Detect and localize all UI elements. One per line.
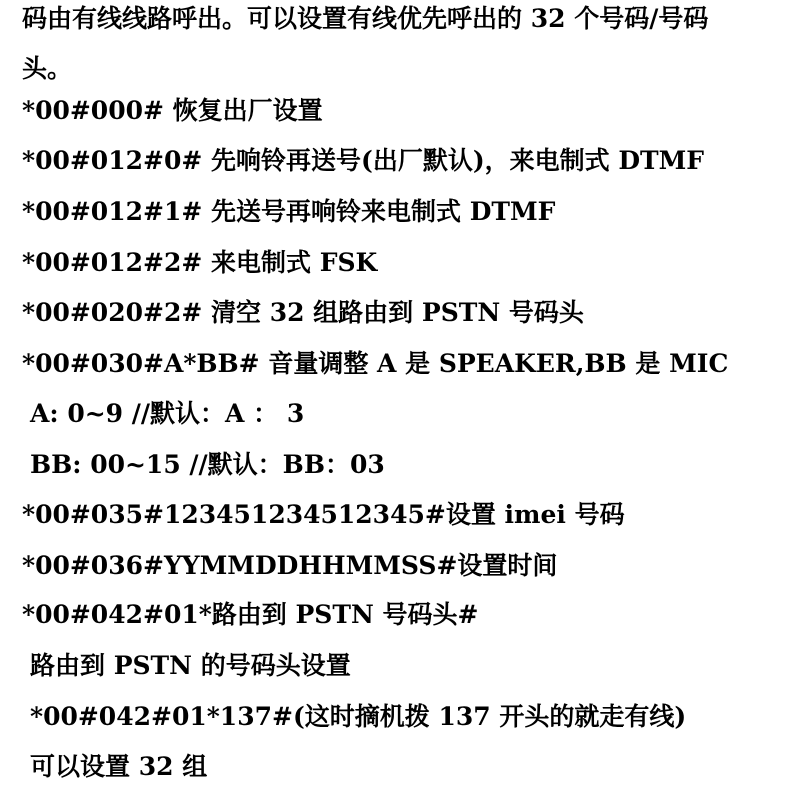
text-line-8: *00#030#A*BB# 音量调整 A 是 SPEAKER,BB 是 MIC — [22, 349, 729, 378]
text-line-16: 可以设置 32 组 — [30, 752, 208, 781]
text-line-2: 头。 — [22, 54, 73, 83]
text-line-5: *00#012#1# 先送号再响铃来电制式 DTMF — [22, 197, 556, 226]
text-line-13: *00#042#01*路由到 PSTN 号码头# — [22, 600, 479, 629]
text-line-9: A: 0~9 //默认：A ： 3 — [30, 399, 305, 428]
text-line-7: *00#020#2# 清空 32 组路由到 PSTN 号码头 — [22, 298, 584, 327]
text-line-11: *00#035#123451234512345#设置 imei 号码 — [22, 500, 625, 529]
text-line-1: 码由有线线路呼出。可以设置有线优先呼出的 32 个号码/号码 — [22, 4, 709, 33]
text-line-3: *00#000# 恢复出厂设置 — [22, 96, 323, 125]
text-line-6: *00#012#2# 来电制式 FSK — [22, 248, 378, 277]
text-line-15: *00#042#01*137#(这时摘机拨 137 开头的就走有线) — [30, 702, 687, 731]
text-line-10: BB: 00~15 //默认：BB：03 — [30, 450, 385, 479]
text-line-14: 路由到 PSTN 的号码头设置 — [30, 651, 351, 680]
text-line-12: *00#036#YYMMDDHHMMSS#设置时间 — [22, 551, 558, 580]
text-line-4: *00#012#0# 先响铃再送号(出厂默认)，来电制式 DTMF — [22, 146, 705, 175]
